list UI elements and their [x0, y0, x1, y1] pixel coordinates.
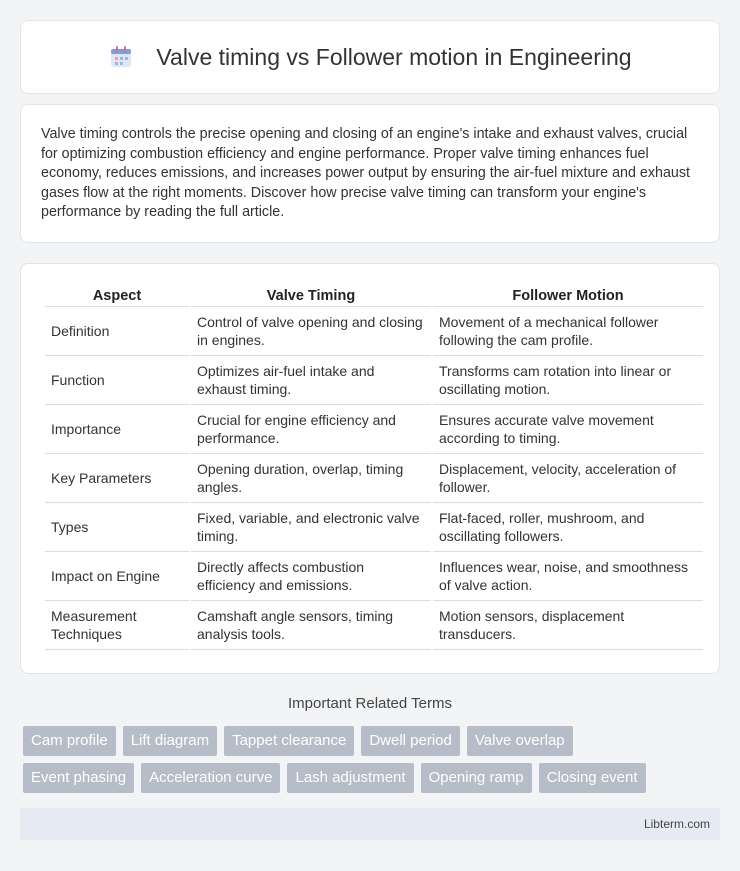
row-valve-timing: Directly affects combustion efficiency and emissions.	[191, 552, 431, 601]
table-row	[45, 552, 703, 601]
row-valve-timing: Crucial for engine efficiency and performance.	[191, 405, 431, 454]
tag-cam-profile[interactable]: Cam profile	[23, 726, 116, 756]
tag-acceleration-curve[interactable]: Acceleration curve	[141, 763, 280, 793]
table-row	[45, 307, 703, 356]
title-card	[20, 20, 720, 94]
header-valve-timing: Valve Timing	[191, 284, 431, 307]
header-follower-motion: Follower Motion	[433, 284, 703, 307]
row-aspect: Key Parameters	[45, 454, 189, 503]
related-terms	[23, 726, 723, 800]
intro-card	[20, 104, 720, 243]
comparison-table-card	[20, 263, 720, 674]
tag-tappet-clearance[interactable]: Tappet clearance	[224, 726, 354, 756]
row-valve-timing: Camshaft angle sensors, timing analysis tools.	[191, 601, 431, 650]
row-valve-timing: Optimizes air-fuel intake and exhaust timing.	[191, 356, 431, 405]
row-valve-timing: Opening duration, overlap, timing angles.	[191, 454, 431, 503]
related-terms-title: Important Related Terms	[288, 695, 452, 712]
table-row	[45, 503, 703, 552]
tag-row	[23, 763, 723, 793]
table-row	[45, 405, 703, 454]
tag-valve-overlap[interactable]: Valve overlap	[467, 726, 573, 756]
comparison-table	[43, 284, 705, 650]
page-title: Valve timing vs Follower motion in Engineering	[156, 43, 632, 70]
row-follower-motion: Influences wear, noise, and smoothness of valve action.	[433, 552, 703, 601]
header-aspect: Aspect	[45, 284, 189, 307]
footer-site-link[interactable]: Libterm.com	[643, 817, 710, 831]
row-aspect: Impact on Engine	[45, 552, 189, 601]
intro-text: Valve timing controls the precise opening and closing of an engine's intake and exhaust valves, crucial for optimizing combustion efficiency and engine performance. Proper valve timing enhances fuel economy, reduces emissions, and increases power output by ensuring the air-fuel mixture and exhaust gases flow at the right moments. Discover how precise valve timing can transform your engine's performance by reading the full article.	[41, 126, 691, 221]
row-follower-motion: Displacement, velocity, acceleration of follower.	[433, 454, 703, 503]
row-follower-motion: Ensures accurate valve movement according to timing.	[433, 405, 703, 454]
row-follower-motion: Transforms cam rotation into linear or oscillating motion.	[433, 356, 703, 405]
row-aspect: Measurement Techniques	[45, 601, 189, 650]
tag-dwell-period[interactable]: Dwell period	[361, 726, 460, 756]
row-aspect: Importance	[45, 405, 189, 454]
tag-row	[23, 726, 723, 756]
footer	[20, 808, 720, 840]
tag-event-phasing[interactable]: Event phasing	[23, 763, 134, 793]
table-row	[45, 601, 703, 650]
row-aspect: Function	[45, 356, 189, 405]
row-follower-motion: Flat-faced, roller, mushroom, and oscillating followers.	[433, 503, 703, 552]
row-valve-timing: Fixed, variable, and electronic valve timing.	[191, 503, 431, 552]
row-aspect: Types	[45, 503, 189, 552]
row-aspect: Definition	[45, 307, 189, 356]
row-follower-motion: Movement of a mechanical follower following the cam profile.	[433, 307, 703, 356]
row-valve-timing: Control of valve opening and closing in engines.	[191, 307, 431, 356]
table-row	[45, 356, 703, 405]
tag-closing-event[interactable]: Closing event	[539, 763, 646, 793]
table-header-row	[45, 284, 703, 307]
row-follower-motion: Motion sensors, displacement transducers.	[433, 601, 703, 650]
table-row	[45, 454, 703, 503]
calendar-icon	[108, 44, 134, 70]
tag-lift-diagram[interactable]: Lift diagram	[123, 726, 217, 756]
tag-opening-ramp[interactable]: Opening ramp	[421, 763, 532, 793]
tag-lash-adjustment[interactable]: Lash adjustment	[287, 763, 413, 793]
